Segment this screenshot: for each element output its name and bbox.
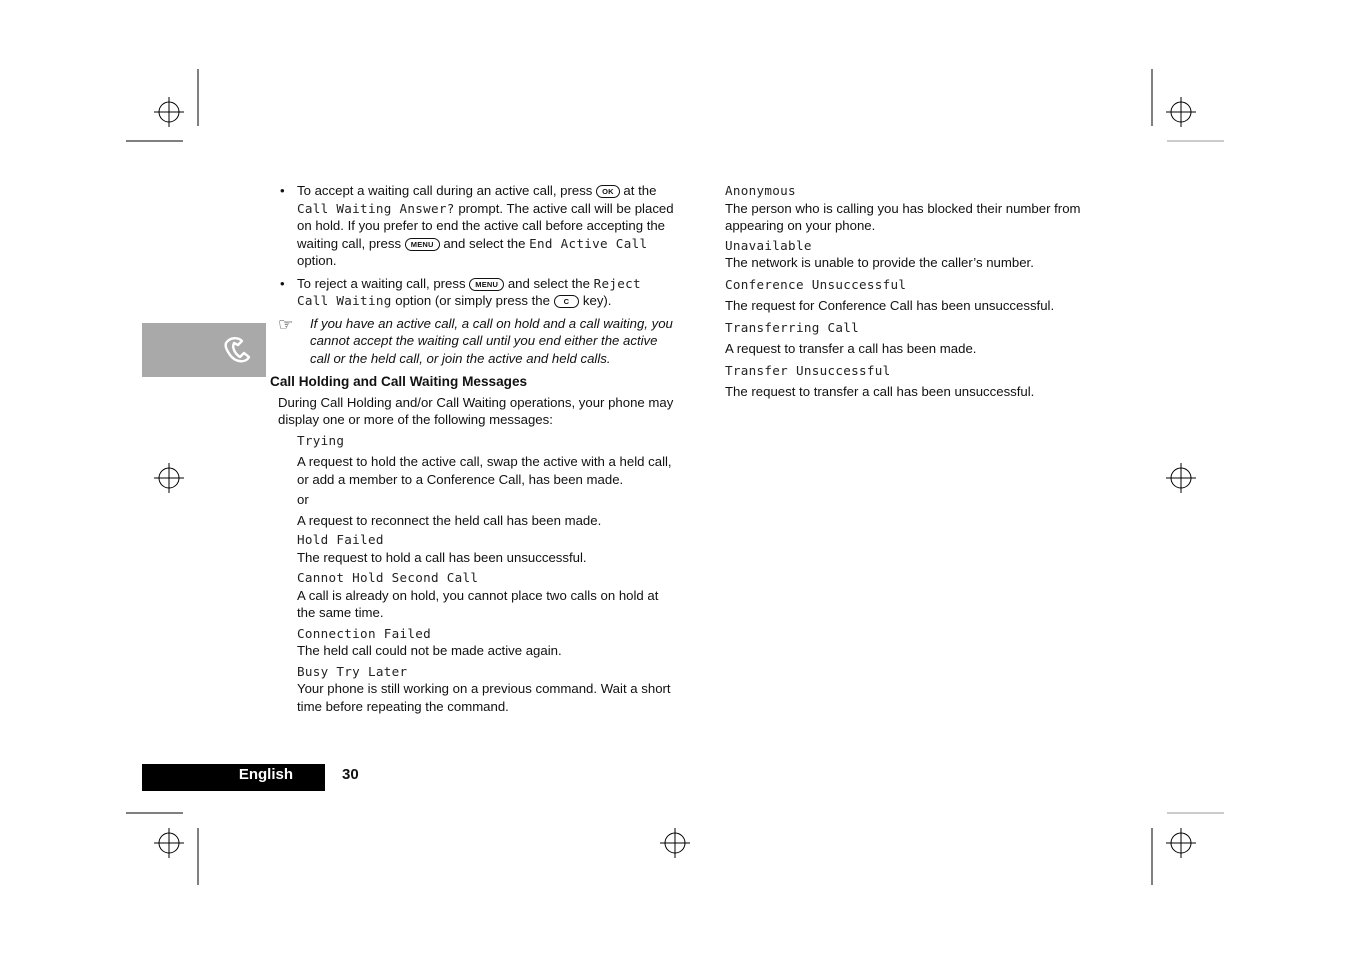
c-key-icon: C (554, 295, 580, 308)
list-item (297, 569, 678, 622)
text: To accept a waiting call during an active call, press (297, 183, 593, 198)
list-item (297, 531, 678, 566)
message-desc: The request for Conference Call has been unsuccessful. (725, 298, 1055, 313)
message-title: Cannot Hold Second Call (297, 570, 479, 585)
lcd-text: Reject Call Waiting (297, 275, 641, 308)
note-text: If you have an active call, a call on hold and a call waiting, you cannot accept the waiting call until you end either the active call or the held call, or join the active and held calls. (310, 315, 673, 366)
text: key). (582, 293, 612, 308)
crosshair-registration-icon (154, 828, 184, 858)
text: option (or simply press the (395, 293, 550, 308)
message-desc: The request to transfer a call has been unsuccessful. (725, 384, 1035, 399)
lcd-text: Call Waiting Answer? (297, 200, 455, 216)
text: To reject a waiting call, press (297, 275, 466, 291)
crosshair-registration-icon (154, 463, 184, 493)
list-item (725, 276, 1115, 315)
bullet-dot: • (280, 183, 285, 198)
bullet-accept-waiting-call (278, 182, 678, 270)
message-desc: The held call could not be made active again. (297, 643, 562, 658)
message-title: Unavailable (725, 237, 812, 253)
bullet-dot: • (280, 275, 285, 291)
message-desc: A request to transfer a call has been made. (725, 341, 977, 356)
language-label: English (238, 766, 293, 783)
crosshair-registration-icon (1166, 97, 1196, 127)
section-tab (142, 323, 266, 377)
ok-key-icon: OK (596, 185, 620, 198)
language-bar (142, 764, 325, 791)
messages-list (278, 432, 678, 716)
or-text: or (297, 492, 309, 507)
message-desc: A request to hold the active call, swap the active with a held call, or add a member to a Conference Call, has been made. (297, 454, 672, 487)
message-title: Trying (297, 432, 345, 448)
text: prompt. The active call will be placed on hold. If you prefer to end the active call before accepting the waiting call, press (297, 200, 674, 251)
list-item (297, 491, 678, 529)
message-desc: A request to reconnect the held call has been made. (297, 512, 602, 528)
list-item (297, 432, 678, 489)
menu-key-icon: MENU (469, 278, 504, 291)
crosshair-registration-icon (154, 97, 184, 127)
crosshair-registration-icon (660, 828, 690, 858)
message-title: Anonymous (725, 183, 796, 198)
message-desc: The person who is calling you has blocked their number from appearing on your phone. (725, 200, 1081, 233)
message-desc: Your phone is still working on a previous command. Wait a short time before repeating the command. (297, 681, 671, 714)
list-item (297, 625, 678, 660)
note (278, 315, 678, 368)
crosshair-registration-icon (1166, 463, 1196, 493)
message-desc: A call is already on hold, you cannot place two calls on hold at the same time. (297, 587, 659, 620)
list-item (725, 237, 1115, 272)
message-title: Connection Failed (297, 625, 431, 641)
intro-text: During Call Holding and/or Call Waiting operations, your phone may display one or more of the following messages: (278, 394, 674, 427)
list-item (297, 663, 678, 716)
message-title: Conference Unsuccessful (725, 276, 907, 292)
pointing-hand-icon: ☞ (278, 314, 294, 334)
list-item (725, 182, 1115, 235)
text: and select the (507, 275, 590, 291)
crosshair-registration-icon (1166, 828, 1196, 858)
list-item (725, 319, 1115, 358)
message-title: Busy Try Later (297, 663, 408, 679)
text: option. (297, 253, 337, 268)
message-title: Transfer Unsuccessful (725, 362, 891, 378)
lcd-text: End Active Call (529, 235, 648, 251)
bullet-reject-waiting-call (278, 275, 678, 310)
message-title: Transferring Call (725, 319, 859, 335)
right-column (725, 182, 1115, 401)
text: and select the (443, 235, 526, 251)
message-desc: The request to hold a call has been unsuccessful. (297, 549, 587, 565)
left-column (270, 182, 678, 715)
section-heading: Call Holding and Call Waiting Messages (270, 374, 528, 389)
message-title: Hold Failed (297, 532, 384, 547)
list-item (725, 362, 1115, 401)
menu-key-icon: MENU (405, 238, 440, 251)
text: at the (623, 183, 657, 198)
message-desc: The network is unable to provide the caller’s number. (725, 255, 1034, 270)
page-number: 30 (342, 766, 359, 783)
phone-handset-icon (222, 335, 254, 365)
